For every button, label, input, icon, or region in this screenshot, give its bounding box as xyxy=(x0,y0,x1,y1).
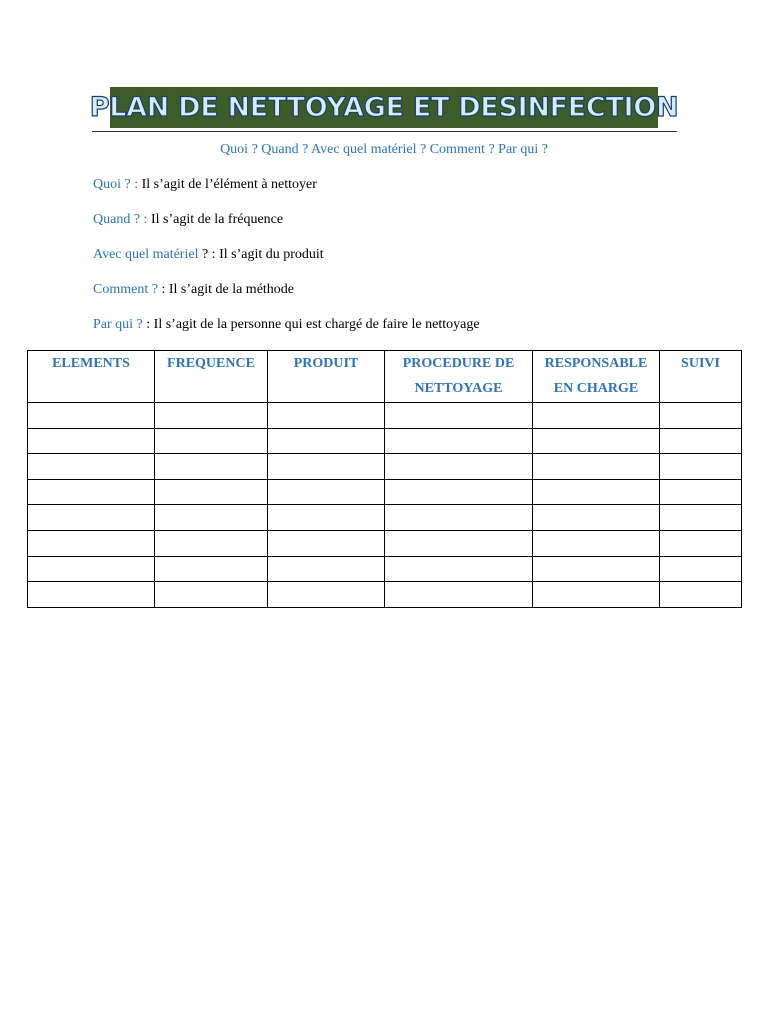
table-cell[interactable] xyxy=(28,454,155,480)
header-line: FREQUENCE xyxy=(167,356,255,371)
table-cell[interactable] xyxy=(660,556,742,582)
table-cell[interactable] xyxy=(533,403,660,429)
table-cell[interactable] xyxy=(155,505,268,531)
table-cell[interactable] xyxy=(660,454,742,480)
definition-value: Il s’agit de l’élément à nettoyer xyxy=(141,177,317,192)
header-line: PROCEDURE DE xyxy=(402,356,515,371)
table-row xyxy=(28,556,742,582)
table-cell[interactable] xyxy=(660,582,742,608)
table-cell[interactable] xyxy=(660,479,742,505)
table-body xyxy=(28,403,742,608)
definition-value: Il s’agit de la fréquence xyxy=(150,212,284,227)
definition-key: Quoi ? : xyxy=(93,177,142,192)
table-cell[interactable] xyxy=(28,505,155,531)
table-cell[interactable] xyxy=(533,454,660,480)
table-cell[interactable] xyxy=(385,505,533,531)
column-header-produit xyxy=(268,351,385,403)
page-title: PLAN DE NETTOYAGE ET DESINFECTION xyxy=(89,92,679,123)
table-row xyxy=(28,403,742,429)
table-header-row xyxy=(28,351,742,403)
definition-key: Avec quel matériel xyxy=(93,247,202,262)
table-cell[interactable] xyxy=(660,505,742,531)
title-banner xyxy=(89,87,679,128)
table-cell[interactable] xyxy=(268,403,385,429)
header-line: ELEMENTS xyxy=(52,356,130,371)
header-line: PRODUIT xyxy=(293,356,359,371)
definition-par-qui xyxy=(93,317,480,333)
table-cell[interactable] xyxy=(268,428,385,454)
column-header-procedure xyxy=(385,351,533,403)
table-cell[interactable] xyxy=(28,428,155,454)
definition-value: : Il s’agit de la personne qui est chargé de faire le nettoyage xyxy=(146,317,480,332)
table-cell[interactable] xyxy=(533,505,660,531)
table-cell[interactable] xyxy=(533,556,660,582)
definition-value: : Il s’agit de la méthode xyxy=(161,282,295,297)
definition-comment xyxy=(93,282,294,298)
table-cell[interactable] xyxy=(28,479,155,505)
table-cell[interactable] xyxy=(268,505,385,531)
definition-quand xyxy=(93,212,283,228)
table-cell[interactable] xyxy=(385,582,533,608)
table-row xyxy=(28,454,742,480)
table-row xyxy=(28,530,742,556)
table-cell[interactable] xyxy=(385,428,533,454)
table-cell[interactable] xyxy=(385,403,533,429)
table-row xyxy=(28,582,742,608)
table-cell[interactable] xyxy=(268,556,385,582)
definition-key: Quand ? : xyxy=(93,212,151,227)
table-cell[interactable] xyxy=(385,556,533,582)
column-header-responsable xyxy=(533,351,660,403)
column-header-elements xyxy=(28,351,155,403)
table-cell[interactable] xyxy=(155,582,268,608)
table-cell[interactable] xyxy=(385,479,533,505)
table-cell[interactable] xyxy=(155,479,268,505)
table-row xyxy=(28,479,742,505)
definition-key: Par qui ? xyxy=(93,317,147,332)
header-line: RESPONSABLE xyxy=(544,356,648,371)
table-cell[interactable] xyxy=(28,582,155,608)
table-cell[interactable] xyxy=(533,530,660,556)
table-cell[interactable] xyxy=(268,530,385,556)
table-cell[interactable] xyxy=(28,530,155,556)
definition-value: ? : Il s’agit du produit xyxy=(201,247,324,262)
table-cell[interactable] xyxy=(155,556,268,582)
table-cell[interactable] xyxy=(533,479,660,505)
table-cell[interactable] xyxy=(660,403,742,429)
definition-quoi xyxy=(93,177,317,193)
column-header-suivi xyxy=(660,351,742,403)
table-cell[interactable] xyxy=(28,556,155,582)
table-cell[interactable] xyxy=(28,403,155,429)
table-row xyxy=(28,428,742,454)
table-cell[interactable] xyxy=(660,428,742,454)
table-cell[interactable] xyxy=(155,454,268,480)
header-line: EN CHARGE xyxy=(553,381,639,396)
header-line: SUIVI xyxy=(681,356,720,371)
cleaning-plan-table xyxy=(27,350,742,608)
header-line: NETTOYAGE xyxy=(414,381,503,396)
table-cell[interactable] xyxy=(385,454,533,480)
table-cell[interactable] xyxy=(268,454,385,480)
column-header-frequence xyxy=(155,351,268,403)
table-cell[interactable] xyxy=(533,582,660,608)
table-cell[interactable] xyxy=(155,403,268,429)
table-cell[interactable] xyxy=(268,479,385,505)
subtitle: Quoi ? Quand ? Avec quel matériel ? Comment ? Par qui ? xyxy=(220,142,548,157)
table-cell[interactable] xyxy=(385,530,533,556)
table-cell[interactable] xyxy=(533,428,660,454)
table-cell[interactable] xyxy=(155,428,268,454)
definition-key: Comment ? xyxy=(93,282,162,297)
table-cell[interactable] xyxy=(660,530,742,556)
table-row xyxy=(28,505,742,531)
table-cell[interactable] xyxy=(155,530,268,556)
title-divider xyxy=(92,131,677,132)
table-cell[interactable] xyxy=(268,582,385,608)
definition-materiel xyxy=(93,247,324,263)
